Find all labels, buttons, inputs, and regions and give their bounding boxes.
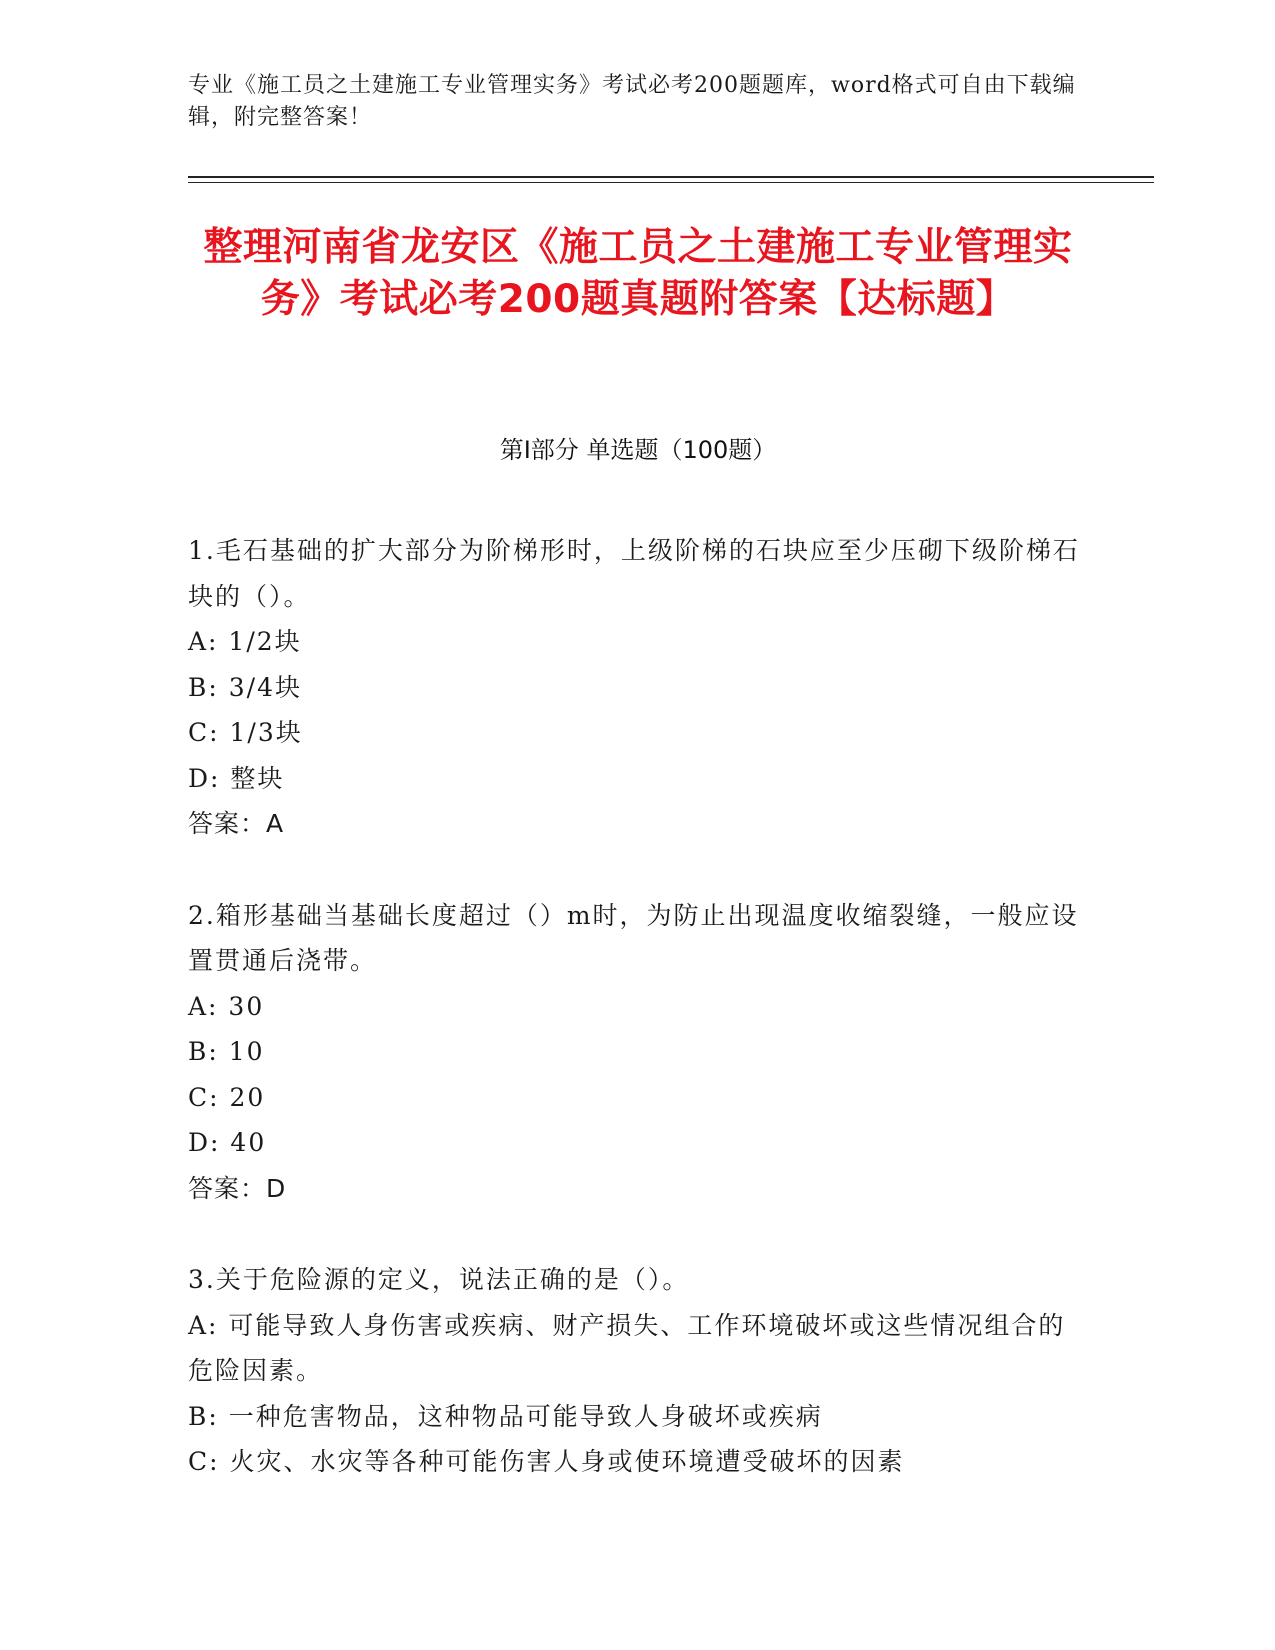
question-3 <box>188 1257 1088 1485</box>
section-title: 第I部分 单选题（100题） <box>499 436 777 464</box>
option-a: A: 30 <box>188 991 265 1021</box>
option-d: D: 整块 <box>188 763 285 793</box>
option-b: B: 10 <box>188 1037 265 1066</box>
answer: 答案：D <box>188 1173 287 1203</box>
header-divider-thin <box>188 182 1154 183</box>
header-divider-thick <box>188 176 1154 178</box>
option-c: C: 20 <box>188 1082 266 1112</box>
header-note: 专业《施工员之土建施工专业管理实务》考试必考200题题库，word格式可自由下载编辑，附完整答案！ <box>188 73 1076 130</box>
answer: 答案：A <box>188 809 285 838</box>
option-a: A: 1/2块 <box>188 627 302 656</box>
option-c: C: 火灾、水灾等各种可能伤害人身或使环境遭受破坏的因素 <box>188 1447 905 1476</box>
option-b: B: 3/4块 <box>188 672 302 702</box>
option-a: A: 可能导致人身伤害或疾病、财产损失、工作环境破坏或这些情况组合的危险因素。 <box>188 1310 1066 1385</box>
question-stem: 2.箱形基础当基础长度超过（）m时，为防止出现温度收缩裂缝，一般应设置贯通后浇带。 <box>188 900 1079 975</box>
document-title: 整理河南省龙安区《施工员之土建施工专业管理实务》考试必考200题真题附答案【达标题】 <box>203 225 1073 322</box>
question-2 <box>188 893 1088 1212</box>
question-stem: 3.关于危险源的定义，说法正确的是（）。 <box>188 1265 690 1294</box>
question-1 <box>188 528 1088 847</box>
question-stem: 1.毛石基础的扩大部分为阶梯形时，上级阶梯的石块应至少压砌下级阶梯石块的（）。 <box>188 536 1080 611</box>
option-d: D: 40 <box>188 1128 267 1157</box>
question-list <box>188 528 1088 1531</box>
option-b: B: 一种危害物品，这种物品可能导致人身破坏或疾病 <box>188 1401 823 1431</box>
option-c: C: 1/3块 <box>188 718 303 747</box>
